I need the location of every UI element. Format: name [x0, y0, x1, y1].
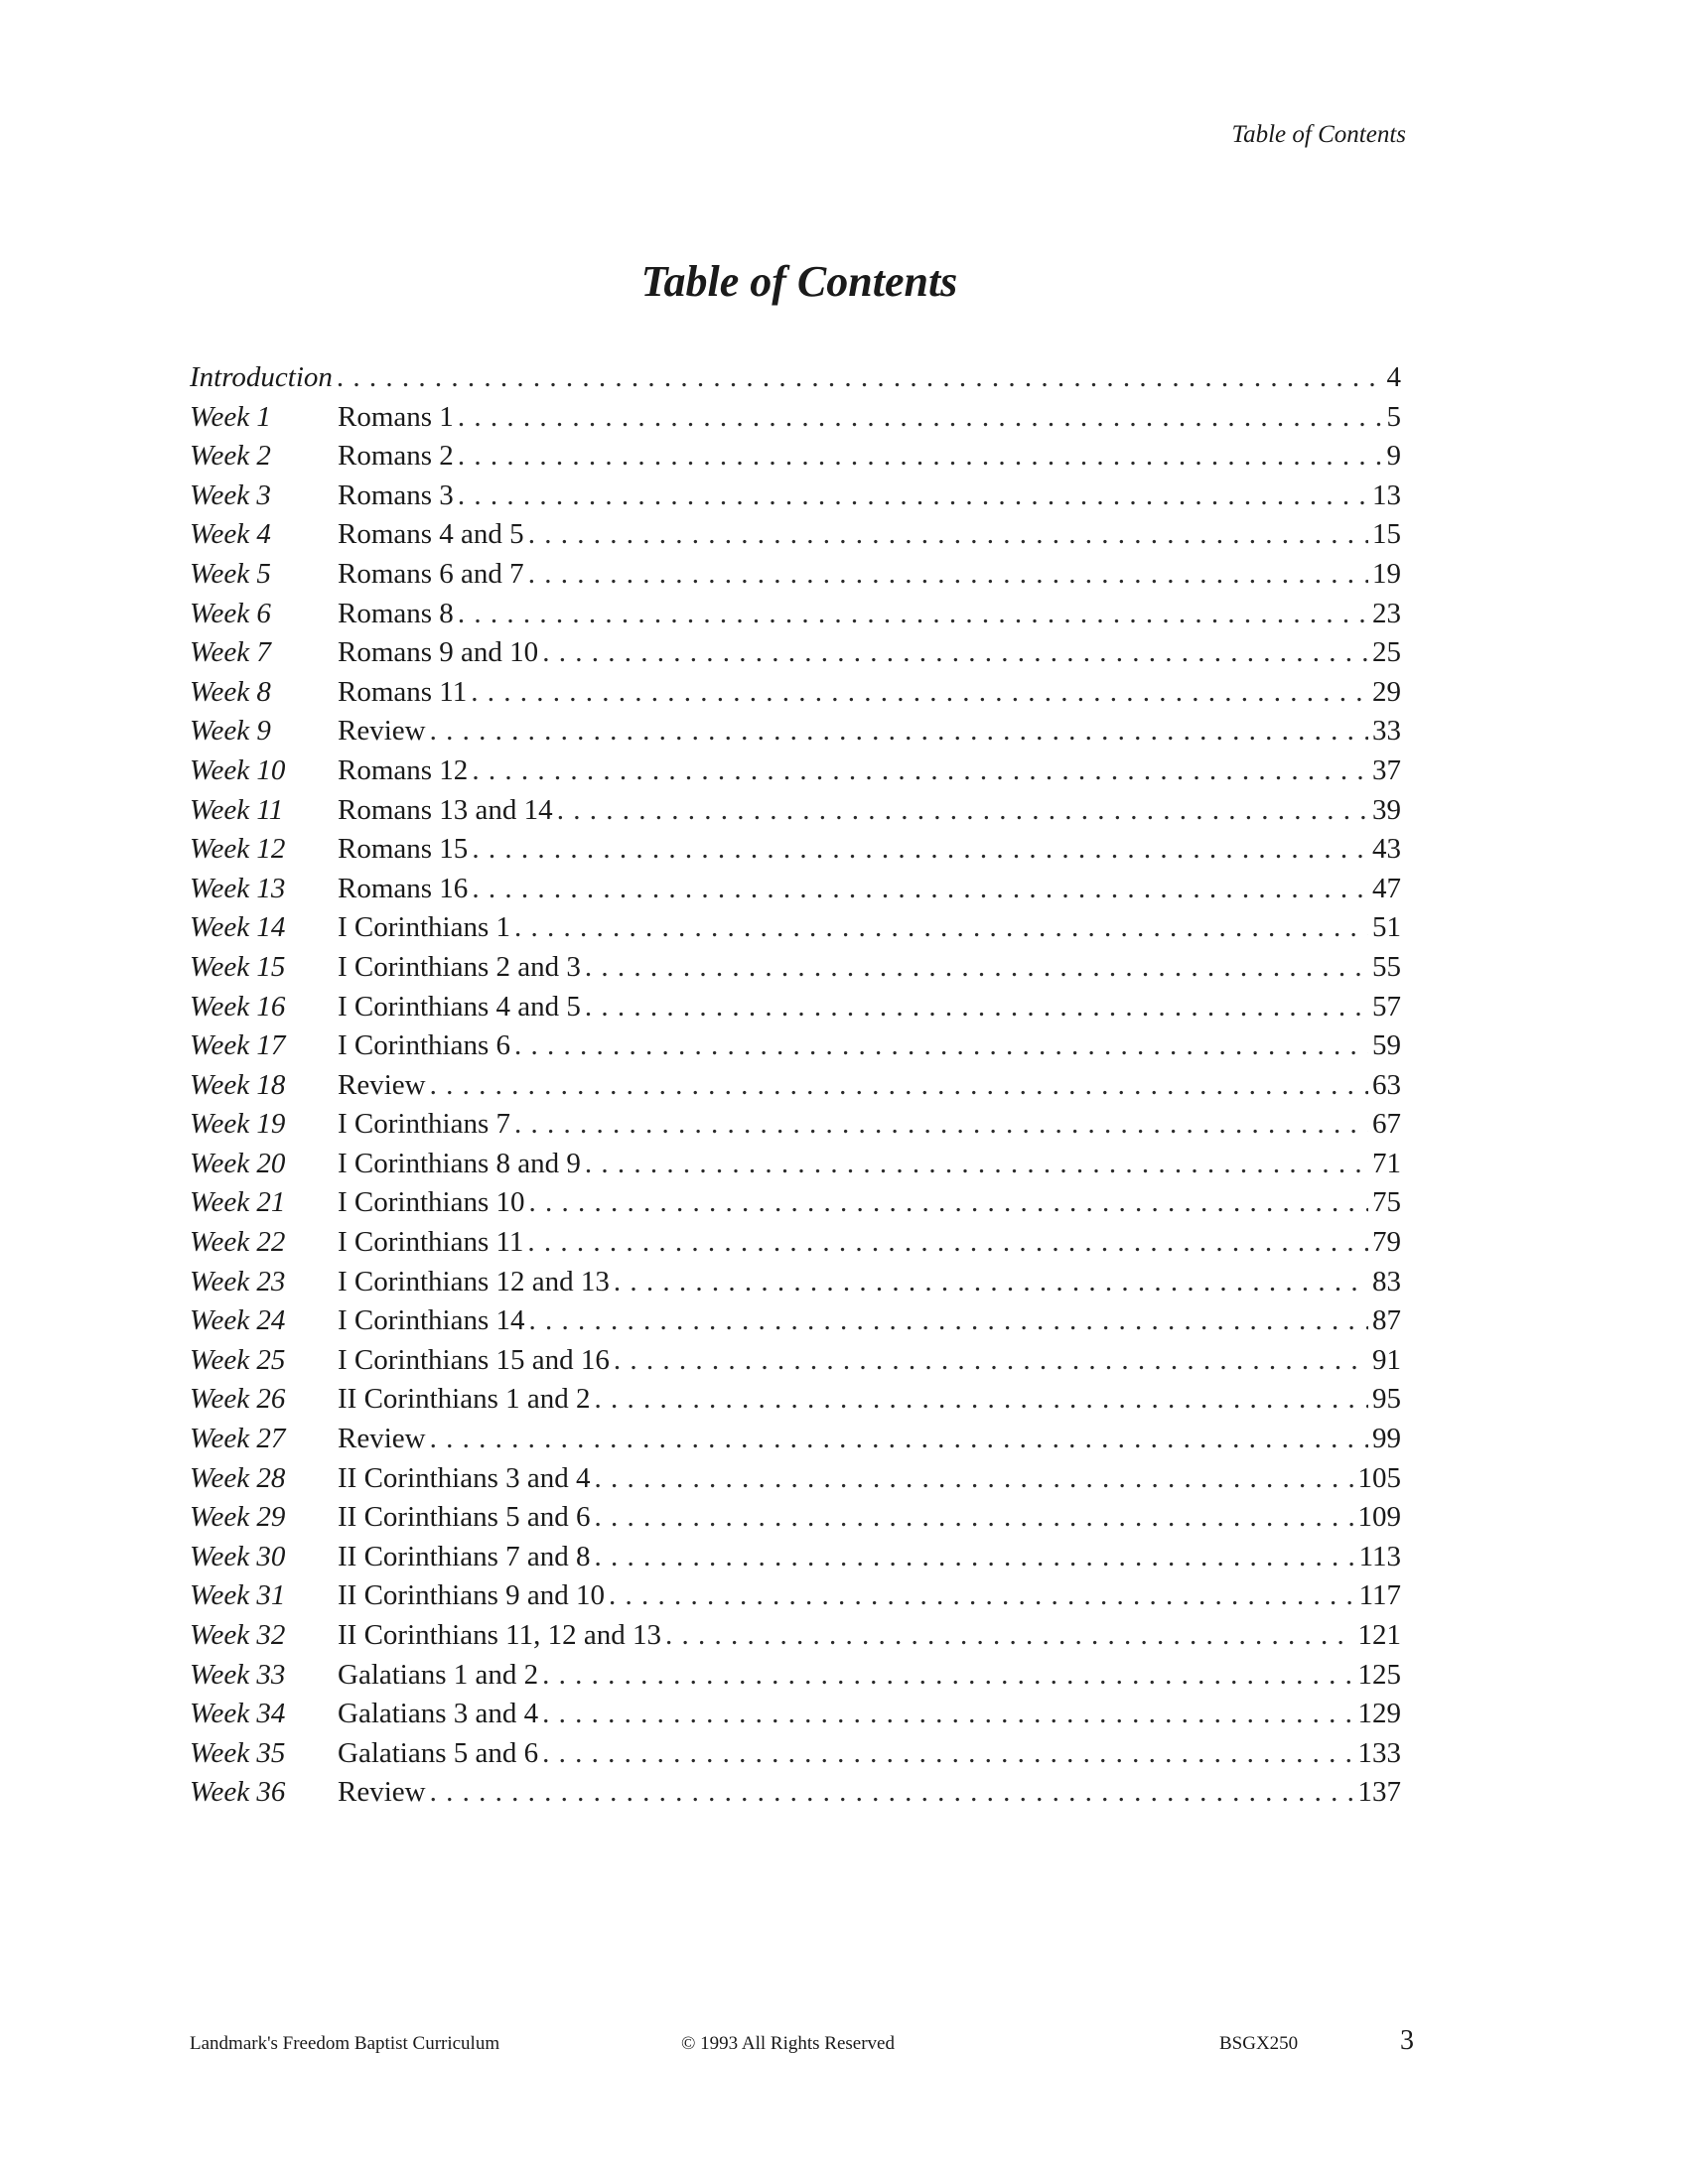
toc-entry-title: I Corinthians 14: [338, 1304, 525, 1337]
toc-dot-leader: [595, 1498, 1354, 1538]
toc-dot-leader: [557, 791, 1368, 831]
toc-page-number: 129: [1357, 1698, 1401, 1730]
toc-dot-leader: [585, 1145, 1368, 1184]
toc-dot-leader: [529, 1301, 1369, 1341]
toc-week-label: Week 5: [190, 557, 271, 590]
toc-entry-title: I Corinthians 11: [338, 1226, 524, 1259]
toc-dot-leader: [514, 1105, 1368, 1145]
toc-entry-title: I Corinthians 6: [338, 1029, 510, 1062]
toc-week-label: Week 21: [190, 1186, 286, 1219]
toc-page-number: 67: [1372, 1108, 1401, 1141]
toc-dot-leader: [458, 398, 1383, 438]
toc-page-number: 105: [1357, 1461, 1401, 1494]
toc-dot-leader: [430, 1066, 1368, 1106]
toc-entry: [190, 1263, 1401, 1302]
toc-entry-title: Romans 8: [338, 597, 454, 629]
toc-dot-leader: [665, 1616, 1354, 1656]
toc-page-number: 117: [1358, 1579, 1401, 1612]
toc-dot-leader: [595, 1538, 1355, 1577]
toc-page-number: 23: [1372, 597, 1401, 629]
toc-dot-leader: [595, 1459, 1354, 1499]
toc-page-number: 83: [1372, 1265, 1401, 1297]
toc-entry: [190, 1223, 1401, 1263]
toc-entry: [190, 1695, 1401, 1734]
toc-dot-leader: [614, 1263, 1368, 1302]
toc-week-label: Week 11: [190, 793, 284, 826]
toc-week-label: Week 22: [190, 1226, 286, 1259]
toc-week-label: Week 3: [190, 478, 271, 511]
toc-entry: [190, 1026, 1401, 1066]
toc-entry-title: Review: [338, 715, 426, 748]
toc-dot-leader: [542, 1734, 1353, 1774]
toc-page-number: 19: [1372, 557, 1401, 590]
toc-entry: [190, 751, 1401, 791]
toc-week-label: Week 18: [190, 1068, 286, 1101]
toc-dot-leader: [528, 555, 1368, 595]
toc-entry-title: I Corinthians 1: [338, 911, 510, 944]
toc-entry: [190, 791, 1401, 831]
toc-dot-leader: [472, 870, 1368, 909]
page-title: Table of Contents: [640, 257, 958, 306]
toc-week-label: Week 25: [190, 1343, 286, 1376]
toc-page-number: 109: [1357, 1501, 1401, 1534]
toc-entry-title: I Corinthians 2 and 3: [338, 950, 581, 983]
toc-week-label: Week 32: [190, 1619, 286, 1651]
toc-entry-title: Romans 6 and 7: [338, 557, 524, 590]
toc-page-number: 43: [1372, 833, 1401, 866]
toc-entry: [190, 1459, 1401, 1499]
toc-entry-title: Review: [338, 1423, 426, 1455]
toc-entry: [190, 712, 1401, 751]
toc-week-label: Week 1: [190, 400, 271, 433]
toc-entry: [190, 477, 1401, 516]
toc-entry: [190, 870, 1401, 909]
toc-page-number: 13: [1372, 478, 1401, 511]
toc-week-label: Week 6: [190, 597, 271, 629]
toc-page-number: 9: [1386, 440, 1401, 473]
toc-entry-title: II Corinthians 7 and 8: [338, 1540, 591, 1572]
toc-entry: [190, 1301, 1401, 1341]
toc-dot-leader: [472, 751, 1368, 791]
toc-entry: [190, 1498, 1401, 1538]
toc-dot-leader: [458, 477, 1368, 516]
toc-page-number: 99: [1372, 1423, 1401, 1455]
toc-entry-title: Romans 11: [338, 675, 468, 708]
toc-page-number: 4: [1386, 361, 1401, 393]
toc-entry-title: Review: [338, 1776, 426, 1809]
toc-week-label: Week 31: [190, 1579, 286, 1612]
toc-entry-title: Romans 2: [338, 440, 454, 473]
toc-week-label: Week 30: [190, 1540, 286, 1572]
toc-page-number: 91: [1372, 1343, 1401, 1376]
toc-dot-leader: [458, 595, 1368, 634]
toc-week-label: Week 28: [190, 1461, 286, 1494]
toc-entry-title: II Corinthians 3 and 4: [338, 1461, 591, 1494]
toc-entry: [190, 830, 1401, 870]
toc-dot-leader: [585, 988, 1368, 1027]
toc-week-label: Week 35: [190, 1736, 286, 1769]
toc-entry: [190, 1380, 1401, 1420]
toc-entry: [190, 1341, 1401, 1381]
toc-page-number: 125: [1357, 1658, 1401, 1691]
toc-week-label: Week 8: [190, 675, 271, 708]
footer-copyright: © 1993 All Rights Reserved: [681, 2033, 895, 2054]
toc-week-label: Week 29: [190, 1501, 286, 1534]
toc-entry-title: Romans 13 and 14: [338, 793, 553, 826]
toc-entry-title: Romans 15: [338, 833, 469, 866]
toc-entry-title: Romans 9 and 10: [338, 636, 539, 669]
toc-week-label: Week 2: [190, 440, 271, 473]
toc-entry-title: II Corinthians 11, 12 and 13: [338, 1619, 661, 1651]
toc-week-label: Week 17: [190, 1029, 286, 1062]
toc-dot-leader: [430, 712, 1368, 751]
toc-page-number: 47: [1372, 872, 1401, 904]
toc-dot-leader: [595, 1380, 1368, 1420]
toc-introduction-label: Introduction: [190, 361, 333, 393]
footer-product-code: BSGX250: [1219, 2033, 1299, 2054]
toc-page-number: 55: [1372, 950, 1401, 983]
toc-entry-title: I Corinthians 10: [338, 1186, 525, 1219]
toc-entry-title: I Corinthians 15 and 16: [338, 1343, 610, 1376]
toc-week-label: Week 23: [190, 1265, 286, 1297]
toc-week-label: Week 19: [190, 1108, 286, 1141]
toc-entry: [190, 1420, 1401, 1459]
toc-entry: [190, 1183, 1401, 1223]
table-of-contents: [190, 358, 1401, 1813]
toc-dot-leader: [471, 673, 1368, 713]
toc-entry: [190, 515, 1401, 555]
toc-entry: [190, 1066, 1401, 1106]
toc-dot-leader: [542, 633, 1368, 673]
toc-entry-title: II Corinthians 5 and 6: [338, 1501, 591, 1534]
toc-week-label: Week 27: [190, 1423, 286, 1455]
toc-entry: [190, 595, 1401, 634]
toc-entry-title: I Corinthians 7: [338, 1108, 510, 1141]
running-head: Table of Contents: [1231, 121, 1406, 148]
toc-entry-title: II Corinthians 9 and 10: [338, 1579, 606, 1612]
toc-entry-title: Romans 12: [338, 753, 469, 786]
toc-entry: [190, 948, 1401, 988]
toc-page-number: 113: [1358, 1540, 1401, 1572]
toc-dot-leader: [430, 1773, 1354, 1813]
toc-entry: [190, 988, 1401, 1027]
toc-page-number: 5: [1386, 400, 1401, 433]
toc-week-label: Week 20: [190, 1147, 286, 1179]
toc-entry: [190, 398, 1401, 438]
toc-entry: [190, 1538, 1401, 1577]
toc-entry: [190, 555, 1401, 595]
toc-entry-title: Romans 16: [338, 872, 469, 904]
toc-page-number: 133: [1357, 1736, 1401, 1769]
toc-page-number: 39: [1372, 793, 1401, 826]
toc-week-label: Week 7: [190, 636, 271, 669]
toc-page-number: 137: [1357, 1776, 1401, 1809]
toc-dot-leader: [514, 1026, 1368, 1066]
toc-dot-leader: [472, 830, 1368, 870]
toc-week-label: Week 12: [190, 833, 286, 866]
toc-entry: [190, 633, 1401, 673]
toc-week-label: Week 15: [190, 950, 286, 983]
toc-page-number: 79: [1372, 1226, 1401, 1259]
toc-week-label: Week 10: [190, 753, 286, 786]
toc-entry: [190, 673, 1401, 713]
toc-page-number: 51: [1372, 911, 1401, 944]
toc-entry-title: Galatians 3 and 4: [338, 1698, 539, 1730]
toc-page-number: 37: [1372, 753, 1401, 786]
toc-entry: [190, 1616, 1401, 1656]
toc-entry: [190, 1576, 1401, 1616]
toc-entry-title: I Corinthians 8 and 9: [338, 1147, 581, 1179]
toc-dot-leader: [514, 908, 1368, 948]
footer-publisher: Landmark's Freedom Baptist Curriculum: [190, 2033, 500, 2054]
toc-week-label: Week 4: [190, 518, 271, 551]
toc-page-number: 29: [1372, 675, 1401, 708]
toc-page-number: 15: [1372, 518, 1401, 551]
toc-entry: [190, 908, 1401, 948]
toc-dot-leader: [528, 515, 1368, 555]
toc-week-label: Week 16: [190, 990, 286, 1023]
toc-page-number: 71: [1372, 1147, 1401, 1179]
toc-dot-leader: [527, 1223, 1368, 1263]
toc-week-label: Week 36: [190, 1776, 286, 1809]
toc-entry: [190, 1734, 1401, 1774]
toc-entry-title: I Corinthians 4 and 5: [338, 990, 581, 1023]
toc-dot-leader: [542, 1695, 1353, 1734]
toc-page-number: 63: [1372, 1068, 1401, 1101]
toc-entry: [190, 1105, 1401, 1145]
toc-entry-title: Review: [338, 1068, 426, 1101]
toc-dot-leader: [529, 1183, 1369, 1223]
toc-page-number: 121: [1357, 1619, 1401, 1651]
toc-page-number: 95: [1372, 1383, 1401, 1416]
toc-entry-title: Galatians 5 and 6: [338, 1736, 539, 1769]
toc-entry-title: Romans 4 and 5: [338, 518, 524, 551]
footer-page-number: 3: [1400, 2025, 1414, 2056]
toc-dot-leader: [542, 1656, 1353, 1696]
toc-page-number: 33: [1372, 715, 1401, 748]
toc-week-label: Week 26: [190, 1383, 286, 1416]
toc-entry-title: II Corinthians 1 and 2: [338, 1383, 591, 1416]
toc-entry-title: Romans 1: [338, 400, 454, 433]
toc-dot-leader: [609, 1576, 1355, 1616]
toc-week-label: Week 9: [190, 715, 271, 748]
toc-entry-title: Galatians 1 and 2: [338, 1658, 539, 1691]
toc-entry: [190, 1773, 1401, 1813]
toc-dot-leader: [585, 948, 1368, 988]
toc-dot-leader: [458, 437, 1383, 477]
toc-week-label: Week 13: [190, 872, 286, 904]
toc-week-label: Week 33: [190, 1658, 286, 1691]
toc-dot-leader: [614, 1341, 1368, 1381]
toc-dot-leader: [430, 1420, 1368, 1459]
toc-page-number: 57: [1372, 990, 1401, 1023]
toc-entry: [190, 437, 1401, 477]
toc-page-number: 87: [1372, 1304, 1401, 1337]
toc-entry-title: I Corinthians 12 and 13: [338, 1265, 610, 1297]
toc-entry: [190, 1145, 1401, 1184]
toc-week-label: Week 34: [190, 1698, 286, 1730]
toc-page-number: 75: [1372, 1186, 1401, 1219]
toc-page-number: 25: [1372, 636, 1401, 669]
toc-week-label: Week 14: [190, 911, 286, 944]
toc-entry: [190, 1656, 1401, 1696]
toc-dot-leader: [337, 358, 1383, 398]
toc-entry-title: Romans 3: [338, 478, 454, 511]
toc-week-label: Week 24: [190, 1304, 286, 1337]
toc-page-number: 59: [1372, 1029, 1401, 1062]
toc-introduction-row: [190, 358, 1401, 398]
